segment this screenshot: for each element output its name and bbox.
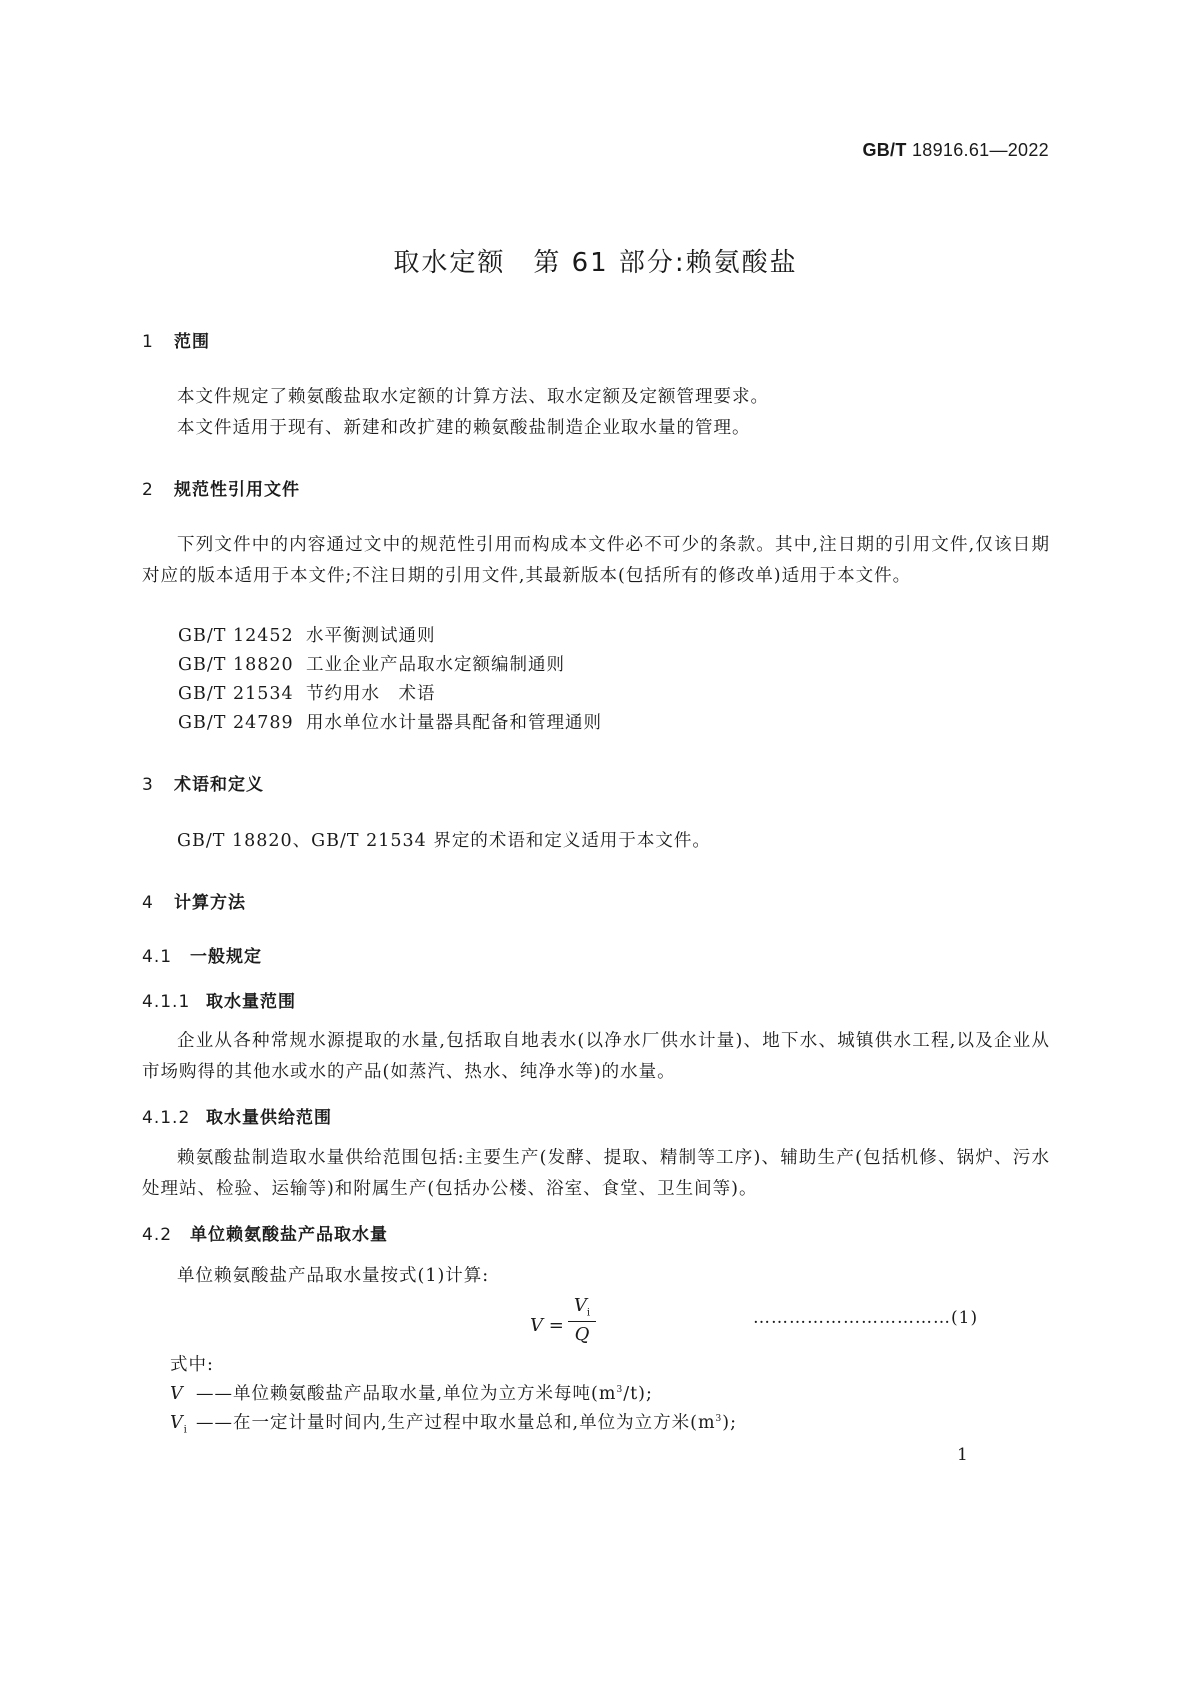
section-4-1-1-heading (142, 987, 296, 1012)
reference-title: 节约用水 术语 (306, 684, 436, 704)
section-number: 2 (142, 480, 154, 500)
reference-code: GB/T 12452 (178, 626, 294, 646)
section-4-1-heading (142, 942, 262, 967)
section-title: 取水量供给范围 (206, 1108, 332, 1128)
reference-code: GB/T 18820 (178, 655, 294, 675)
definition-text: ——单位赖氨酸盐产品取水量,单位为立方米每吨(m (196, 1384, 617, 1404)
reference-title: 水平衡测试通则 (306, 626, 436, 646)
section-3-heading (142, 770, 264, 795)
section-number: 4.2 (142, 1225, 173, 1245)
reference-title: 用水单位水计量器具配备和管理通则 (306, 713, 602, 733)
section-number: 4.1 (142, 947, 173, 967)
definition-tail: /t); (623, 1384, 653, 1404)
section-title: 计算方法 (174, 893, 246, 913)
page-number: 1 (957, 1445, 968, 1465)
section-1-paragraph-2: 本文件适用于现有、新建和改扩建的赖氨酸盐制造企业取水量的管理。 (177, 418, 751, 438)
section-4-heading (142, 888, 246, 913)
definition-superscript: 3 (715, 1414, 723, 1425)
section-2-heading (142, 475, 300, 500)
section-4-2-heading (142, 1220, 388, 1245)
standard-code: GB/T (862, 140, 907, 160)
fraction-denominator: Q (574, 1323, 590, 1345)
section-title: 单位赖氨酸盐产品取水量 (190, 1225, 388, 1245)
section-4-1-2-heading (142, 1103, 332, 1128)
definition-item (170, 1409, 737, 1436)
section-title: 范围 (174, 332, 210, 352)
section-1-heading (142, 327, 210, 352)
reference-item (178, 622, 436, 647)
definition-symbol: V (170, 1384, 184, 1404)
reference-code: GB/T 24789 (178, 713, 294, 733)
fraction-bar (568, 1321, 596, 1322)
definition-item (170, 1380, 653, 1407)
section-number: 1 (142, 332, 154, 352)
section-title: 一般规定 (190, 947, 262, 967)
standard-number: 18916.61—2022 (911, 140, 1049, 160)
section-2-paragraph: 下列文件中的内容通过文中的规范性引用而构成本文件必不可少的条款。其中,注日期的引用文件,仅该日期对应的版本适用于本文件;不注日期的引用文件,其最新版本(包括所有的修改单)适用于本文件。 (142, 535, 1050, 586)
section-title: 取水量范围 (206, 992, 296, 1012)
document-title: 取水定额 第 61 部分:赖氨酸盐 (393, 248, 798, 278)
reference-item (178, 709, 602, 734)
formula-lhs: V = (530, 1315, 564, 1336)
equation-number: ……………………………(1) (753, 1308, 979, 1328)
standard-identifier (862, 140, 1049, 161)
section-number: 4 (142, 893, 154, 913)
reference-code: GB/T 21534 (178, 684, 294, 704)
section-number: 4.1.1 (142, 992, 191, 1012)
reference-item (178, 680, 436, 705)
section-4-1-1-paragraph: 企业从各种常规水源提取的水量,包括取自地表水(以净水厂供水计量)、地下水、城镇供水工程,以及企业从市场购得的其他水或水的产品(如蒸汽、热水、纯净水等)的水量。 (142, 1031, 1050, 1082)
section-number: 3 (142, 775, 154, 795)
section-number: 4.1.2 (142, 1108, 191, 1128)
fraction-numerator: $V_i$ (573, 1295, 591, 1319)
section-4-2-intro: 单位赖氨酸盐产品取水量按式(1)计算: (177, 1266, 490, 1286)
reference-title: 工业企业产品取水定额编制通则 (306, 655, 565, 675)
where-label: 式中: (170, 1355, 214, 1375)
definition-text: ——在一定计量时间内,生产过程中取水量总和,单位为立方米(m (196, 1413, 716, 1433)
section-3-paragraph: GB/T 18820、GB/T 21534 界定的术语和定义适用于本文件。 (177, 831, 711, 851)
section-4-1-2-paragraph: 赖氨酸盐制造取水量供给范围包括:主要生产(发酵、提取、精制等工序)、辅助生产(包括机修、锅炉、污水处理站、检验、运输等)和附属生产(包括办公楼、浴室、食堂、卫生间等)。 (142, 1148, 1050, 1199)
definition-tail: ); (722, 1413, 738, 1433)
section-title: 规范性引用文件 (174, 480, 300, 500)
formula-fraction (568, 1295, 596, 1345)
section-title: 术语和定义 (174, 775, 264, 795)
section-1-paragraph-1: 本文件规定了赖氨酸盐取水定额的计算方法、取水定额及定额管理要求。 (177, 387, 769, 407)
reference-item (178, 651, 565, 676)
definition-superscript: 3 (616, 1385, 624, 1396)
definition-symbol: $V_i$ (170, 1413, 188, 1436)
